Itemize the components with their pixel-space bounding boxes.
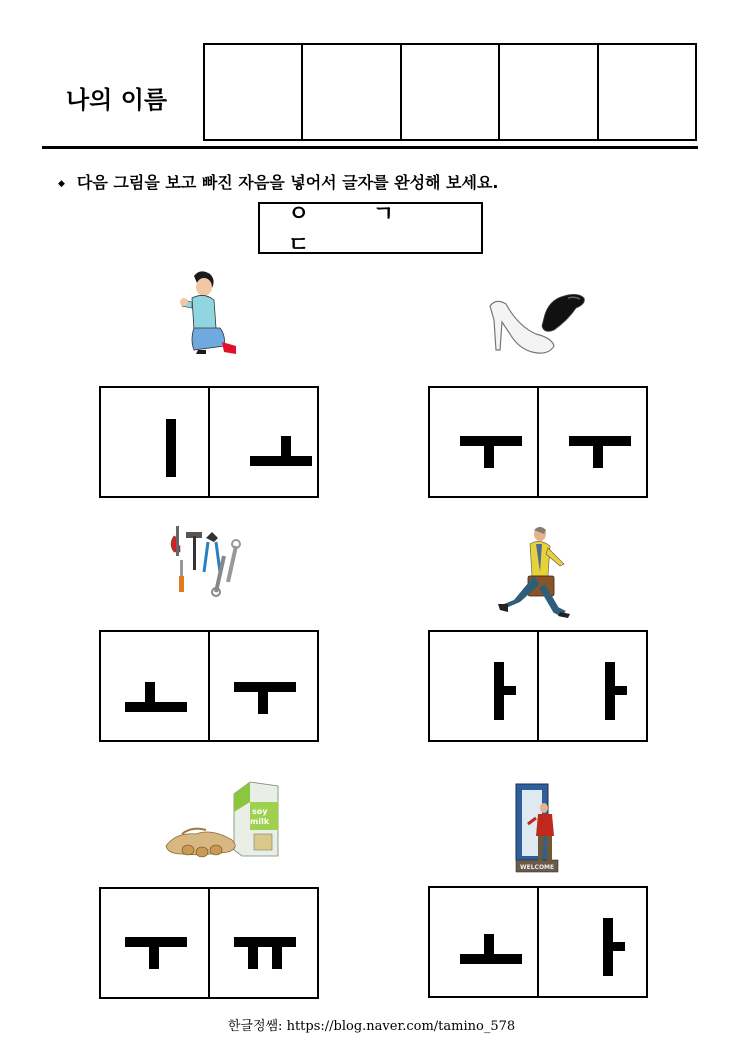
vowel-i-stroke bbox=[166, 419, 176, 477]
vowel-o-bar bbox=[460, 954, 522, 964]
syllable-box[interactable] bbox=[101, 388, 208, 496]
footer-credit: 한글정쌤: https://blog.naver.com/tamino_578 bbox=[227, 1019, 516, 1034]
exercise-card bbox=[99, 386, 319, 498]
vowel-a-tick bbox=[502, 686, 516, 695]
vowel-o-stroke bbox=[281, 436, 291, 458]
syllable-box[interactable] bbox=[537, 632, 646, 740]
exercise-card bbox=[99, 630, 319, 742]
running-man-icon bbox=[494, 526, 570, 620]
syllable-box[interactable] bbox=[537, 888, 646, 996]
vowel-a-tick bbox=[613, 686, 627, 695]
syllable-box[interactable] bbox=[208, 889, 317, 997]
exercise-card bbox=[428, 386, 648, 498]
exercise-card bbox=[428, 886, 648, 998]
instruction-text: 다음 그림을 보고 빠진 자음을 넣어서 글자를 완성해 보세요. bbox=[76, 173, 499, 192]
instruction bbox=[58, 170, 499, 193]
vowel-yu-stroke-left bbox=[248, 945, 258, 969]
syllable-box[interactable] bbox=[430, 388, 537, 496]
svg-text:milk: milk bbox=[250, 817, 270, 826]
name-label: 나의 이름 bbox=[66, 86, 168, 114]
name-box[interactable] bbox=[402, 45, 500, 139]
name-box[interactable] bbox=[303, 45, 401, 139]
exercise-card bbox=[428, 630, 648, 742]
vowel-yu-stroke-right bbox=[272, 945, 282, 969]
vowel-o-stroke bbox=[484, 934, 494, 956]
syllable-box[interactable] bbox=[101, 632, 208, 740]
syllable-box[interactable] bbox=[430, 632, 537, 740]
vowel-u-stroke bbox=[149, 945, 159, 969]
consonant-bank: ㅇ ㄱ ㄷ bbox=[258, 202, 483, 254]
vowel-o-bar bbox=[125, 702, 187, 712]
vowel-u-stroke bbox=[484, 444, 494, 468]
vowel-u-stroke bbox=[593, 444, 603, 468]
vowel-yu-bar bbox=[234, 937, 296, 947]
vowel-o-bar bbox=[250, 456, 312, 466]
syllable-box[interactable] bbox=[537, 388, 646, 496]
header-divider bbox=[42, 146, 698, 149]
soy-milk-icon bbox=[162, 780, 282, 860]
man-at-door-icon bbox=[514, 782, 564, 874]
syllable-box[interactable] bbox=[430, 888, 537, 996]
vowel-o-stroke bbox=[145, 682, 155, 704]
syllable-box[interactable] bbox=[208, 632, 317, 740]
diamond-bullet-icon: ◆ bbox=[58, 179, 65, 189]
name-box[interactable] bbox=[205, 45, 303, 139]
doormat-label: WELCOME bbox=[520, 864, 555, 871]
soy-milk-label: soy bbox=[252, 807, 268, 816]
name-input-grid bbox=[203, 43, 697, 141]
praying-child-icon bbox=[180, 270, 240, 358]
shoes-icon bbox=[488, 290, 588, 358]
syllable-box[interactable] bbox=[101, 889, 208, 997]
name-box[interactable] bbox=[599, 45, 695, 139]
vowel-u-stroke bbox=[258, 690, 268, 714]
vowel-a-tick bbox=[611, 942, 625, 951]
name-box[interactable] bbox=[500, 45, 598, 139]
syllable-box[interactable] bbox=[208, 388, 317, 496]
exercise-card bbox=[99, 887, 319, 999]
tools-icon bbox=[166, 516, 246, 598]
